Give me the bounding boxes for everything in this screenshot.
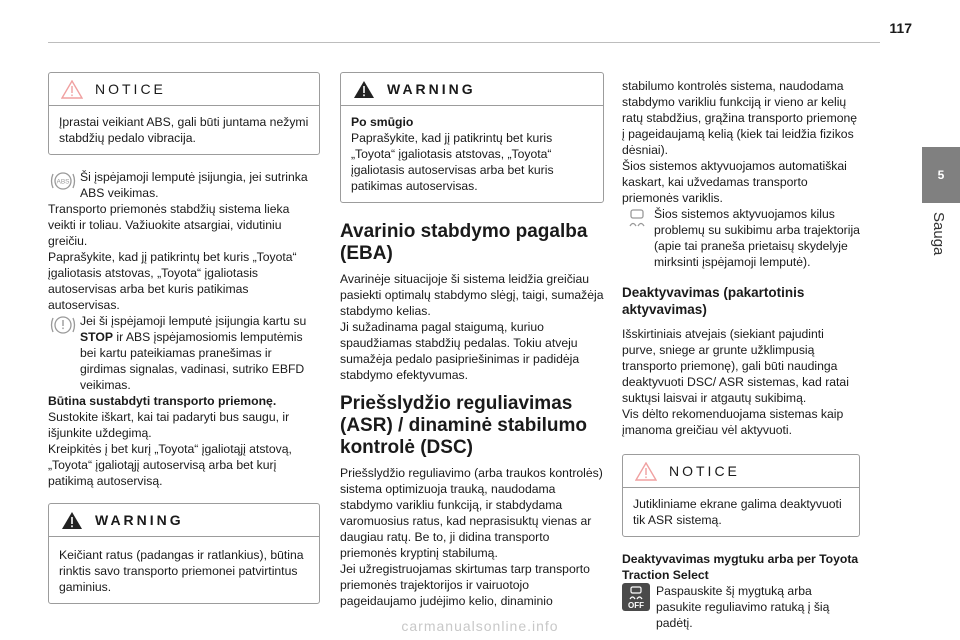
page-number: 117 [889,20,912,36]
column-2 [340,72,604,609]
deactivation-heading: Deaktyvavimas (pakartotinis aktyvavimas) [622,285,805,317]
asr-heading: Priešslydžio reguliavimas (ASR) / dinaminė stabilumo kontrolė (DSC) [340,393,588,458]
warning-title: WARNING [95,512,184,528]
notice-text: Įprastai veikiant ABS, gali būti juntama nežymi stabdžių pedalo vibracija. [59,115,309,145]
skid-lamp-text: Šios sistemos aktyvuojamos kilus problemų su sukibimu arba trajektorija (apie tai praneša prietaisų skydelyje mirksinti įspėjamoji lemputė). [654,207,860,269]
notice-triangle-icon [61,80,83,99]
button-text: Paspauskite šį mygtuką arba pasukite reguliavimo ratuką į šią padėtį. [656,584,830,630]
brake-warning-lamp-icon [48,313,78,337]
paragraph: Avarinėje situacijoje ši sistema leidžia greičiau pasiekti optimalų stabdymo slėgį, taigi, sumažėja stabdymo kelias. [340,272,604,318]
button-heading: Deaktyvavimas mygtuku arba per Toyota Traction Select [622,552,859,582]
brake-lamp-row [48,313,320,393]
skid-lamp-row [622,206,860,270]
watermark: carmanualsonline.info [401,618,559,634]
column-3 [622,78,860,631]
notice-box [622,454,860,537]
abs-warning-lamp-icon [48,169,78,193]
paragraph: Priešslydžio reguliavimo (arba traukos kontrolės) sistema optimizuoja trauką, naudodama stabdymo varikliu funkciją, ir stabdydama varomuosius ratus, kad neprasisuktų vienas ar daugiau ratų. Be to, ji didina transporto priemonės kryptinį stabilumą. [340,466,603,560]
paragraph: Transporto priemonės stabdžių sistema lieka veikti ir toliau. Važiuokite atsargiai, vidutiniu greičiu. [48,202,290,248]
paragraph: Šios sistemos aktyvuojamos automatiškai kaskart, kai užvedamas transporto priemonės variklis. [622,159,847,205]
traction-off-button-icon [622,583,650,611]
eba-heading: Avarinio stabdymo pagalba (EBA) [340,221,588,264]
section-title: Sauga [930,212,947,256]
skid-car-icon [622,584,650,602]
lamp2-text: ir ABS įspėjamosiomis lemputėmis bei kartu pateikiamas pranešimas ir girdimas signalas, vadinasi, sutriko EBFD veikimas. [80,330,305,392]
sidebar [900,0,960,640]
lamp2-text: Jei ši įspėjamoji lemputė įsijungia kartu su [80,314,307,328]
off-label: OFF [628,601,644,610]
notice-triangle-icon [635,462,657,481]
warning-subtitle: Po smūgio [351,115,414,129]
warning-triangle-icon [353,80,375,99]
column-1 [48,72,320,604]
notice-box [48,72,320,155]
paragraph: Vis dėlto rekomenduojama sistemas kaip įmanoma greičiau vėl aktyvuoti. [622,407,844,437]
header-divider [48,42,880,43]
section-tab[interactable]: 5 [922,147,960,203]
warning-box [340,72,604,203]
paragraph: stabilumo kontrolės sistema, naudodama stabdymo varikliu funkciją ir vieno ar kelių ratų stabdžius, grąžina transporto priemonę į pageidaujamą kelią (kiek tai leidžia fizikos dėsniai). [622,79,858,157]
warning-triangle-icon [61,511,83,530]
paragraph: Paprašykite, kad jį patikrintų bet kuris „Toyota“ įgaliotasis atstovas, „Toyota“ įgaliotasis autoservisas arba bet kuris patikimas autoservisas. [48,250,297,312]
svg-text:ABS: ABS [56,178,70,186]
abs-lamp-text: Ši įspėjamoji lemputė įsijungia, jei sutrinka ABS veikimas. [80,170,308,200]
warning-box [48,503,320,604]
notice-title: NOTICE [669,463,740,479]
skid-warning-lamp-icon [622,206,652,230]
warning-title: WARNING [387,81,476,97]
paragraph: Sustokite iškart, kai tai padaryti bus saugu, ir išjunkite uždegimą. [48,410,290,440]
abs-lamp-row [48,169,320,201]
notice-title: NOTICE [95,81,166,97]
warning-text: Keičiant ratus (padangas ir ratlankius), būtina rinktis savo transporto priemonei patvirtintus gaminius. [59,548,304,594]
paragraph: Ji sužadinama pagal staigumą, kuriuo spaudžiamas stabdžių pedalas. Tokiu atveju sumažėja pedalo pasipriešinimas ir padidėja stabdymo efektyvumas. [340,320,580,382]
stop-instruction: Būtina sustabdyti transporto priemonę. [48,394,277,408]
stop-label: STOP [80,330,113,344]
warning-text: Paprašykite, kad jį patikrintų bet kuris „Toyota“ įgaliotasis atstovas, „Toyota“ įgaliotasis autoservisas arba bet kuris patikimas autoservisas. [351,131,554,193]
paragraph: Kreipkitės į bet kurį „Toyota“ įgaliotąjį atstovą, „Toyota“ įgaliotąjį autoservisą arba bet kurį patikimą autoservisą. [48,442,292,488]
paragraph: Jei užregistruojamas skirtumas tarp transporto priemonės trajektorijos ir vairuotojo pageidaujamo judėjimo kelio, dinaminio [340,562,590,608]
notice-text: Jutikliniame ekrane galima deaktyvuoti tik ASR sistemą. [633,497,842,527]
paragraph: Išskirtiniais atvejais (siekiant pajudinti purve, sniege ar grunte užklimpusią transporto priemonę), gali būti naudinga deaktyvuoti DSC/ ASR sistemas, kad ratai suktųsi laisvai ir atgautų sukibimą. [622,327,849,405]
